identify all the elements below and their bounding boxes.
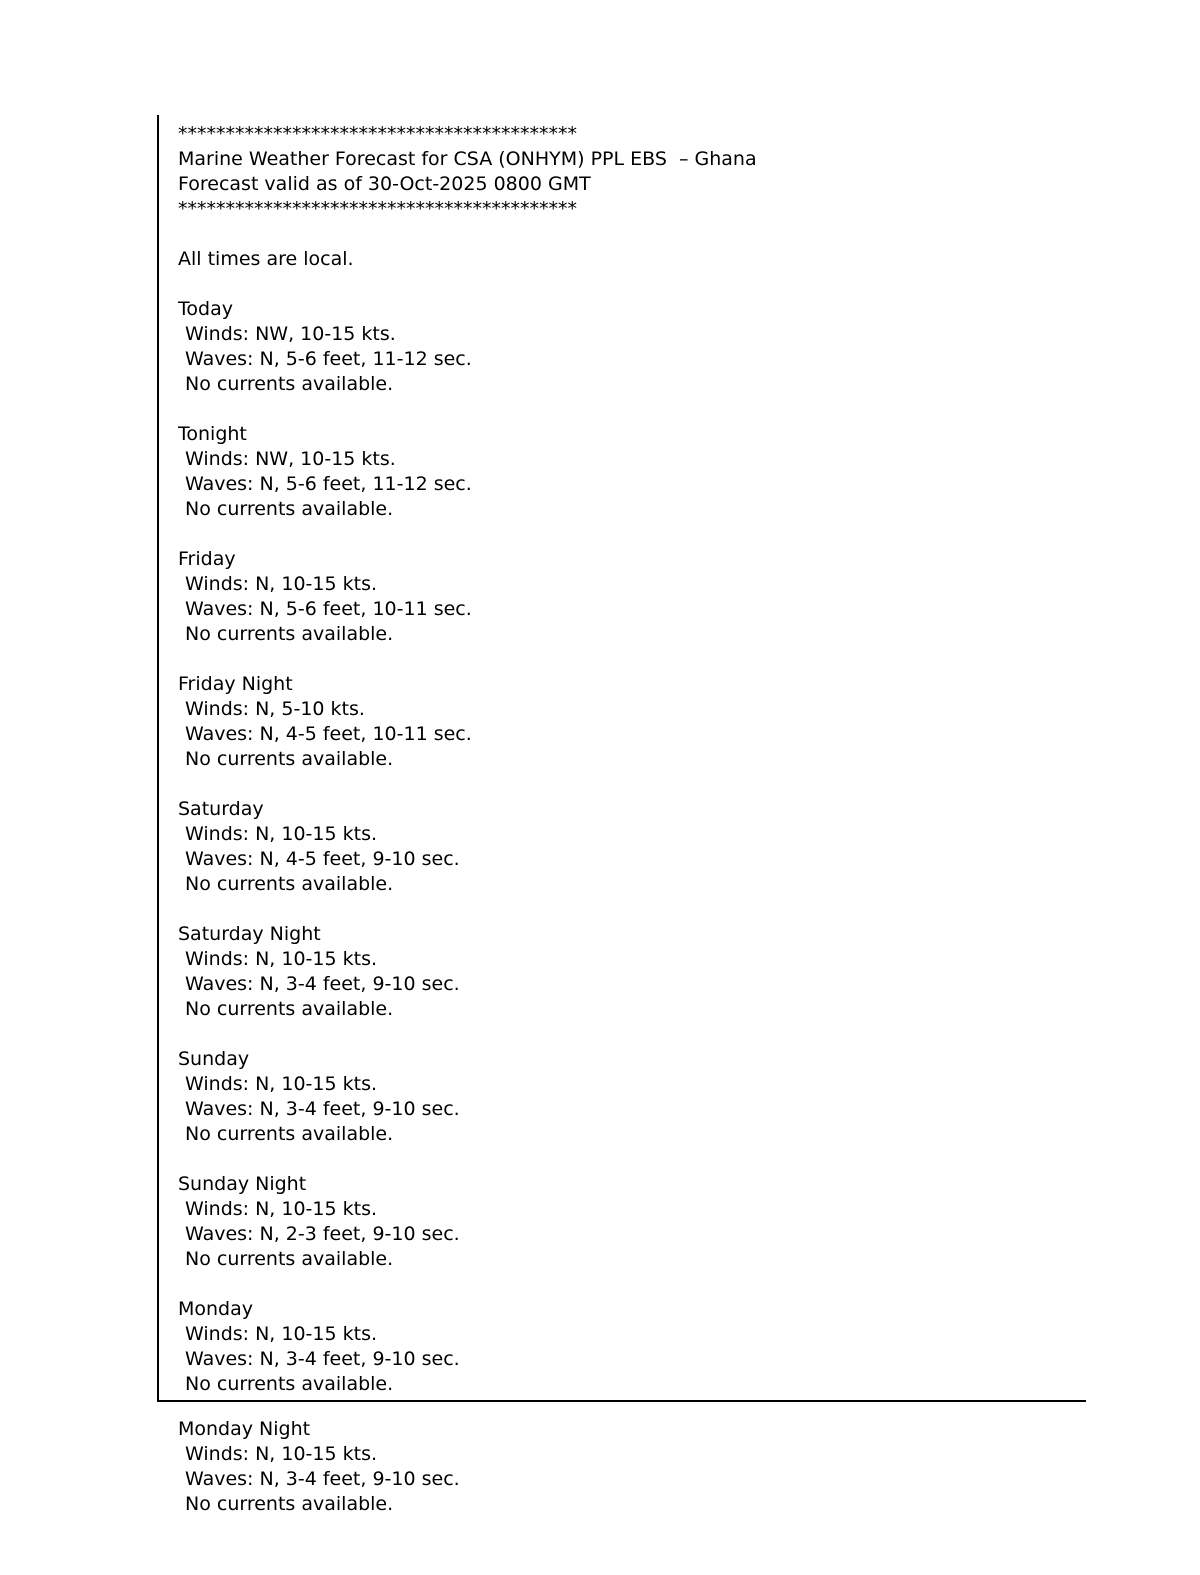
winds-line: Winds: NW, 10-15 kts. — [185, 448, 396, 470]
forecast-frame — [157, 115, 1086, 1402]
waves-line: Waves: N, 3-4 feet, 9-10 sec. — [185, 1348, 460, 1370]
currents-line: No currents available. — [185, 748, 394, 770]
forecast-section-sunday — [178, 1047, 1086, 1147]
section-day-label: Saturday Night — [178, 923, 321, 945]
waves-line: Waves: N, 2-3 feet, 9-10 sec. — [185, 1223, 460, 1245]
waves-line: Waves: N, 3-4 feet, 9-10 sec. — [185, 1098, 460, 1120]
winds-line: Winds: N, 5-10 kts. — [185, 698, 365, 720]
document-header — [178, 122, 1086, 222]
section-day-label: Sunday Night — [178, 1173, 307, 1195]
currents-line: No currents available. — [185, 373, 394, 395]
divider-line-top: ****************************************** — [178, 123, 577, 145]
forecast-section-monday-night — [178, 1417, 460, 1517]
currents-line: No currents available. — [185, 623, 394, 645]
waves-line: Waves: N, 4-5 feet, 10-11 sec. — [185, 723, 472, 745]
divider-line-bottom: ****************************************** — [178, 198, 577, 220]
section-day-label: Friday Night — [178, 673, 293, 695]
forecast-document — [159, 115, 1086, 1397]
currents-line: No currents available. — [185, 873, 394, 895]
section-day-label: Monday — [178, 1298, 254, 1320]
waves-line: Waves: N, 5-6 feet, 11-12 sec. — [185, 473, 472, 495]
forecast-section-saturday-night — [178, 922, 1086, 1022]
forecast-section-friday — [178, 547, 1086, 647]
waves-line: Waves: N, 3-4 feet, 9-10 sec. — [185, 973, 460, 995]
winds-line: Winds: N, 10-15 kts. — [185, 1073, 378, 1095]
forecast-section-monday — [178, 1297, 1086, 1397]
forecast-section-saturday — [178, 797, 1086, 897]
currents-line: No currents available. — [185, 1248, 394, 1270]
forecast-section-friday-night — [178, 672, 1086, 772]
forecast-section-tonight — [178, 422, 1086, 522]
winds-line: Winds: N, 10-15 kts. — [185, 1323, 378, 1345]
waves-line: Waves: N, 5-6 feet, 10-11 sec. — [185, 598, 472, 620]
section-day-label: Today — [178, 298, 233, 320]
section-day-label: Tonight — [178, 423, 247, 445]
winds-line: Winds: N, 10-15 kts. — [185, 823, 378, 845]
winds-line: Winds: N, 10-15 kts. — [185, 1443, 378, 1465]
forecast-section-sunday-night — [178, 1172, 1086, 1272]
currents-line: No currents available. — [185, 1373, 394, 1395]
winds-line: Winds: N, 10-15 kts. — [185, 948, 378, 970]
winds-line: Winds: N, 10-15 kts. — [185, 1198, 378, 1220]
local-times-note: All times are local. — [178, 248, 354, 270]
forecast-section-today — [178, 297, 1086, 397]
waves-line: Waves: N, 3-4 feet, 9-10 sec. — [185, 1468, 460, 1490]
section-day-label: Friday — [178, 548, 236, 570]
waves-line: Waves: N, 5-6 feet, 11-12 sec. — [185, 348, 472, 370]
waves-line: Waves: N, 4-5 feet, 9-10 sec. — [185, 848, 460, 870]
currents-line: No currents available. — [185, 998, 394, 1020]
winds-line: Winds: N, 10-15 kts. — [185, 573, 378, 595]
document-title: Marine Weather Forecast for CSA (ONHYM) PPL EBS – Ghana — [178, 148, 757, 170]
currents-line: No currents available. — [185, 1493, 394, 1515]
valid-date-line: Forecast valid as of 30-Oct-2025 0800 GMT — [178, 173, 591, 195]
currents-line: No currents available. — [185, 1123, 394, 1145]
section-day-label: Saturday — [178, 798, 264, 820]
winds-line: Winds: NW, 10-15 kts. — [185, 323, 396, 345]
currents-line: No currents available. — [185, 498, 394, 520]
section-day-label: Monday Night — [178, 1418, 311, 1440]
section-day-label: Sunday — [178, 1048, 250, 1070]
